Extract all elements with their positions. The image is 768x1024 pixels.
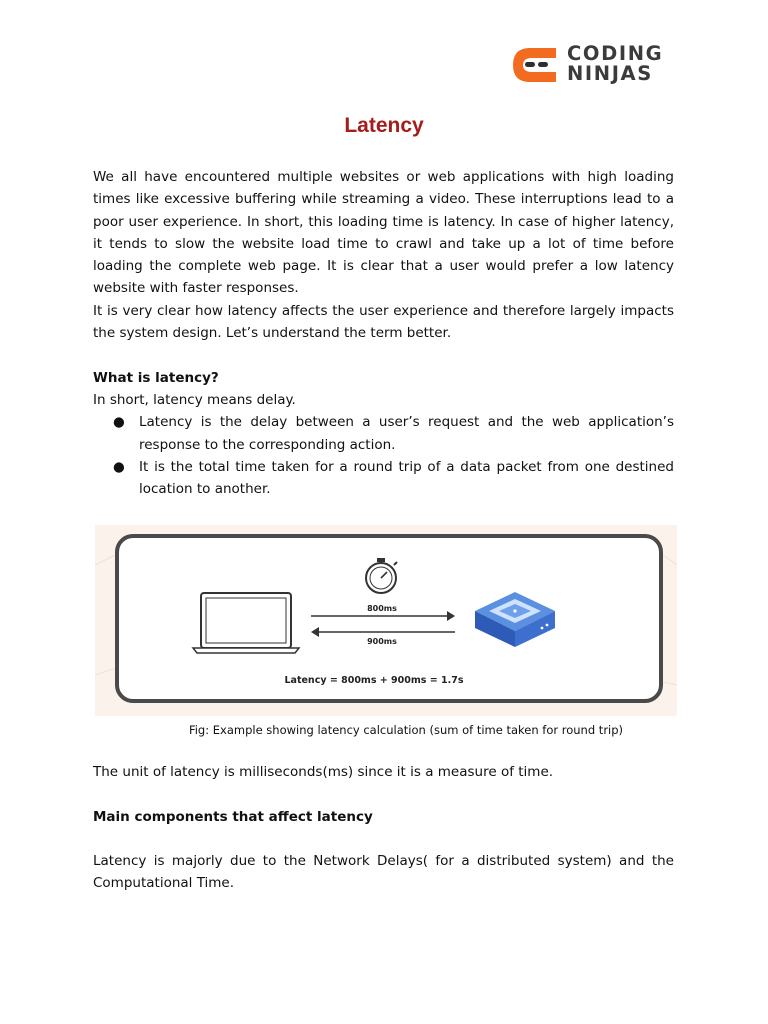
- logo-line-1: CODING: [567, 42, 664, 65]
- bullet-icon: ●: [113, 414, 125, 431]
- ninja-logo-icon: [512, 47, 558, 83]
- latency-summary: In short, latency means delay.: [93, 391, 296, 408]
- logo-wordmark: [567, 44, 663, 84]
- logo-line-2: NINJAS: [567, 62, 653, 85]
- laptop-icon: [193, 593, 299, 653]
- intro-paragraph-2: It is very clear how latency affects the user experience and therefore largely impacts the system design. Let’s understand the term better.: [93, 302, 674, 342]
- components-text: Latency is majorly due to the Network Delays( for a distributed system) and the Computational Time.: [93, 853, 674, 892]
- what-is-latency-heading: What is latency?: [93, 369, 219, 386]
- latency-formula: Latency = 800ms + 900ms = 1.7s: [284, 675, 464, 686]
- response-time-label: 900ms: [367, 637, 397, 646]
- list-item-text: Latency is the delay between a user’s request and the web application’s response to the corresponding action.: [139, 414, 674, 453]
- list-item: [93, 456, 674, 501]
- bullet-icon: ●: [113, 458, 125, 475]
- lower-content: [93, 761, 674, 895]
- components-heading: Main components that affect latency: [93, 808, 373, 825]
- definition-list: [93, 411, 674, 500]
- list-item-text: It is the total time taken for a round trip of a data packet from one destined location to another.: [139, 458, 674, 498]
- request-time-label: 800ms: [367, 604, 397, 613]
- list-item: [93, 411, 674, 456]
- unit-text: The unit of latency is milliseconds(ms) since it is a measure of time.: [93, 764, 554, 780]
- intro-paragraph-1: We all have encountered multiple websites or web applications with high loading times like excessive buffering while streaming a video. These interruptions lead to a poor user experience. In short, this loading time is latency. In case of higher latency, it tends to slow the website load time to crawl and take up a lot of time before loading the complete web page. It is clear that a user would prefer a low latency website with faster responses.: [93, 169, 674, 297]
- page-title: Latency: [344, 114, 424, 137]
- main-content: [93, 166, 674, 500]
- latency-diagram: [95, 525, 677, 716]
- figure-caption: Fig: Example showing latency calculation (sum of time taken for round trip): [188, 723, 624, 737]
- coding-ninjas-logo: [512, 42, 688, 90]
